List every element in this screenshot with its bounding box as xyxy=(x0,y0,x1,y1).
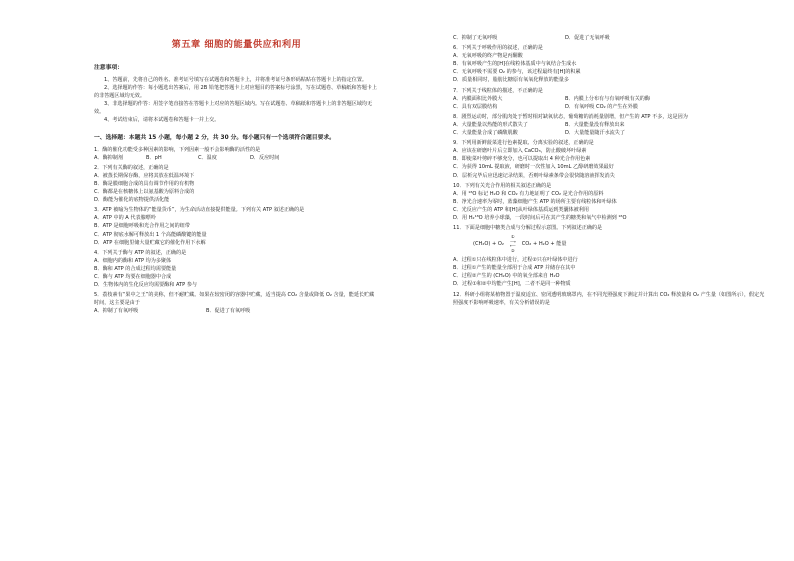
question-stem: 4．下列关于酶与 ATP 的叙述，正确的是 xyxy=(94,249,187,256)
arrow-backward: ⟵ xyxy=(509,243,516,249)
question-list-left xyxy=(94,146,379,316)
answer-option: A．大量能量以热能的形式散失了 xyxy=(453,121,528,128)
notice-item: 2、选择题的作答：每小题选出答案后，用 2B 铅笔把答题卡上对应题目的答案标号涂黑，写在试题卷、草稿纸和答题卡上的非答题区域均无效。 xyxy=(94,85,377,100)
answer-option: B．即使菜叶剪碎不够充分，也可以提取出 4 种光合作用色素 xyxy=(453,156,591,163)
answer-option: D．有氧呼吸 CO₂ 的产生在外膜 xyxy=(565,103,638,110)
answer-option: A．细胞内的酶和 ATP 均为多聚体 xyxy=(94,257,172,264)
answer-option: D．酶能为催化的底物提供活化能 xyxy=(94,197,170,204)
answer-option: A．用 ¹⁸O 标记 H₂O 和 CO₂ 有力地证明了 CO₂ 是光合作用的原料 xyxy=(453,190,604,197)
option-row xyxy=(453,121,768,129)
answer-option: A．过程①只在线粒体中进行，过程②只在叶绿体中进行 xyxy=(453,257,578,264)
question-stem: 12．科研小组将某植物置于温度适宜、密闭透明玻璃罩内，在不同光照强度下测定并计算出 CO₂ 释放量和 O₂ 产生量（如图所示），假定光照强度不影响呼吸速率，有关分析错误的是 xyxy=(453,291,765,306)
answer-option: B．内膜上分布有与有氧呼吸有关的酶 xyxy=(565,95,650,102)
answer-option: A．抑制了有氧呼吸 xyxy=(94,308,139,315)
answer-option: A．酶抑制剂 xyxy=(94,154,123,161)
question-stem: 7．下列关于线粒体的描述，不正确的是 xyxy=(453,87,543,94)
answer-option: B．酶是膜细胞合成的具有调节作用的有机物 xyxy=(94,180,195,187)
answer-option: B．有氧呼吸产生的[H]在线粒体基质中与氧结合生成水 xyxy=(453,61,577,68)
answer-option: C．具有双层膜结构 xyxy=(453,103,498,110)
question-stem: 10．下列有关光合作用的相关叙述正确的是 xyxy=(453,182,552,189)
question xyxy=(94,249,379,289)
notice-item: 3、非选择题的作答：用签字笔直接答在答题卡上对应的答题区域内。写在试题卷、草稿纸和答题卡上的非答题区域均无效。 xyxy=(94,101,373,116)
question-stem: 5．荔枝素有“果中之王”的美称，但不耐贮藏。如果在较密闭的容器中贮藏，适当提高 CO₂ 含量或降低 O₂ 含量，能延长贮藏时间，这主要是由于 xyxy=(94,292,375,307)
answer-option: D．层析完毕后应迅速记录结果，否则叶绿素条带会很快随溶液挥发消失 xyxy=(453,172,615,179)
question-stem: 3．ATP 被喻为生物体的“能量货币”，为生命活动直接提供能量。下列有关 ATP 叙述正确的是 xyxy=(94,207,305,214)
reaction-equation xyxy=(473,235,768,253)
answer-option: A．内膜面积比外膜大 xyxy=(453,95,503,102)
question xyxy=(94,164,379,204)
question xyxy=(453,113,768,137)
answer-option: D．用 H₂¹⁸O 培养小球藻，一段时间后可在其产生的糖类和氧气中检测到 ¹⁸O xyxy=(453,214,627,221)
arrow-label-bottom: ② xyxy=(511,247,515,253)
question-stem: 1．酶的催化功能受多种因素的影响，下列因素一般不会影响酶的活性的是 xyxy=(94,146,261,153)
answer-option: C．大量能量合成了磷酸肌酸 xyxy=(453,130,518,137)
answer-option: C．抑制了无氧呼吸 xyxy=(453,35,498,41)
option-row xyxy=(453,95,768,103)
question xyxy=(94,206,379,246)
notice-item: 4、考试结束后，请将本试题卷和答题卡一并上交。 xyxy=(104,117,220,124)
answer-option: A．被蒸长期保存酶，应将其放在低温环境下 xyxy=(94,172,195,179)
answer-option: D．生物体内的生化反应均需要酶和 ATP 参与 xyxy=(94,282,198,289)
answer-option: A．无氧呼吸的终产物是丙酮酸 xyxy=(453,53,523,60)
answer-option: D．反应时间 xyxy=(250,154,280,161)
answer-option: B．酶和 ATP 的合成过程均需要能量 xyxy=(94,265,177,272)
question xyxy=(94,291,379,315)
notices-list xyxy=(94,76,379,125)
equation-left: (CH₂O) + O₂ xyxy=(473,240,504,247)
option-row xyxy=(453,103,768,111)
question-stem: 6．下列关于呼吸作用的叙述，正确的是 xyxy=(453,45,543,52)
question xyxy=(453,224,768,288)
arrow-label-top: ① xyxy=(511,234,515,240)
arrow-forward: ⟶ xyxy=(509,238,516,244)
answer-option: B．pH xyxy=(146,154,162,161)
equation-arrows xyxy=(510,235,516,253)
answer-option: D．质量相同时，脂肪比糖原有氧氧化释放的能量多 xyxy=(453,77,569,84)
question xyxy=(94,146,379,162)
question-stem: 9．下列用新鲜菠菜进行色素提取、分离实验的叙述，正确的是 xyxy=(453,140,594,147)
notice-heading: 注意事项： xyxy=(94,65,123,71)
answer-option: D．ATP 在细胞里储大量贮藏它的催化作用下水解 xyxy=(94,239,206,246)
question xyxy=(453,87,768,111)
question-stem: 11．下面是细胞中糖类合成与分解过程示意图。下列叙述正确的是 xyxy=(453,225,603,232)
answer-option: C．温度 xyxy=(198,154,217,161)
answer-option: C．无氧呼吸不需要 O₂ 的参与，该过程最终有[H]的积累 xyxy=(453,69,581,76)
question xyxy=(453,139,768,179)
option-row xyxy=(453,34,768,42)
answer-option: C．ATP 彻底水解可释放出 1 个高能磷酸键的能量 xyxy=(94,231,207,238)
option-row xyxy=(94,307,379,315)
answer-option: B．过程①产生的能量全部用于合成 ATP 并储存在其中 xyxy=(453,265,576,272)
notice-item: 1、答题前，先将自己的姓名、准考证号填写在试题卷和答题卡上，并将准考证号条形码粘贴在答题卡上的指定位置。 xyxy=(104,77,368,83)
answer-option: B．净光合速率为零时，蓝藻细胞产生 ATP 的场所主要有线粒体和叶绿体 xyxy=(453,198,617,205)
question xyxy=(453,44,768,84)
answer-option: C．为获得 10mL 提取液，研磨时一次性加入 10mL 乙醇研磨效果最好 xyxy=(453,164,614,171)
question xyxy=(453,34,768,42)
question-stem: 8．剧烈运动时，部分肌肉处于暂时相对缺氧状态，葡萄糖的消耗量剧增，但产生的 ATP 不多，这是因为 xyxy=(453,113,688,120)
answer-option: C．过程②产生的 (CH₂O) 中的氧全部来自 H₂O xyxy=(453,273,560,280)
question-list-right xyxy=(453,34,768,307)
answer-option: D．大量能量随汗水流失了 xyxy=(565,130,625,137)
answer-option: A．应该在研磨叶片后立即加入 CaCO₃，防止酸破坏叶绿素 xyxy=(453,148,587,155)
question-stem: 2．下列有关酶的叙述，正确的是 xyxy=(94,164,169,171)
answer-option: C．酶都是在核糖体上以氨基酸为原料合成的 xyxy=(94,189,195,196)
question xyxy=(453,291,768,307)
answer-option: C．光反应产生的 ATP 和[H]从叶绿体基质运到类囊体被利用 xyxy=(453,206,589,213)
answer-option: B．ATP 是细胞呼吸和光合作用之间的纽带 xyxy=(94,223,190,230)
option-row xyxy=(453,129,768,137)
answer-option: B．促进了有氧呼吸 xyxy=(206,308,251,315)
page-title: 第五章 细胞的能量供应和利用 xyxy=(171,39,302,50)
answer-option: C．酶与 ATP 均要在细胞器中合成 xyxy=(94,273,172,280)
section-heading: 一、选择题：本题共 15 小题，每小题 2 分，共 30 分。每小题只有一个选项符合题目要求。 xyxy=(94,134,335,141)
answer-option: D．过程①和②中均能产生[H]，二者不是同一种物质 xyxy=(453,281,571,288)
equation-right: CO₂ + H₂O + 能量 xyxy=(521,240,567,247)
question xyxy=(453,182,768,222)
right-page xyxy=(397,0,794,561)
answer-option: B．大量能量没有释放出来 xyxy=(565,121,625,128)
answer-option: D．促进了无氧呼吸 xyxy=(565,35,610,41)
option-row xyxy=(94,154,379,162)
answer-option: A．ATP 中的 A 代表腺嘌呤 xyxy=(94,215,156,222)
